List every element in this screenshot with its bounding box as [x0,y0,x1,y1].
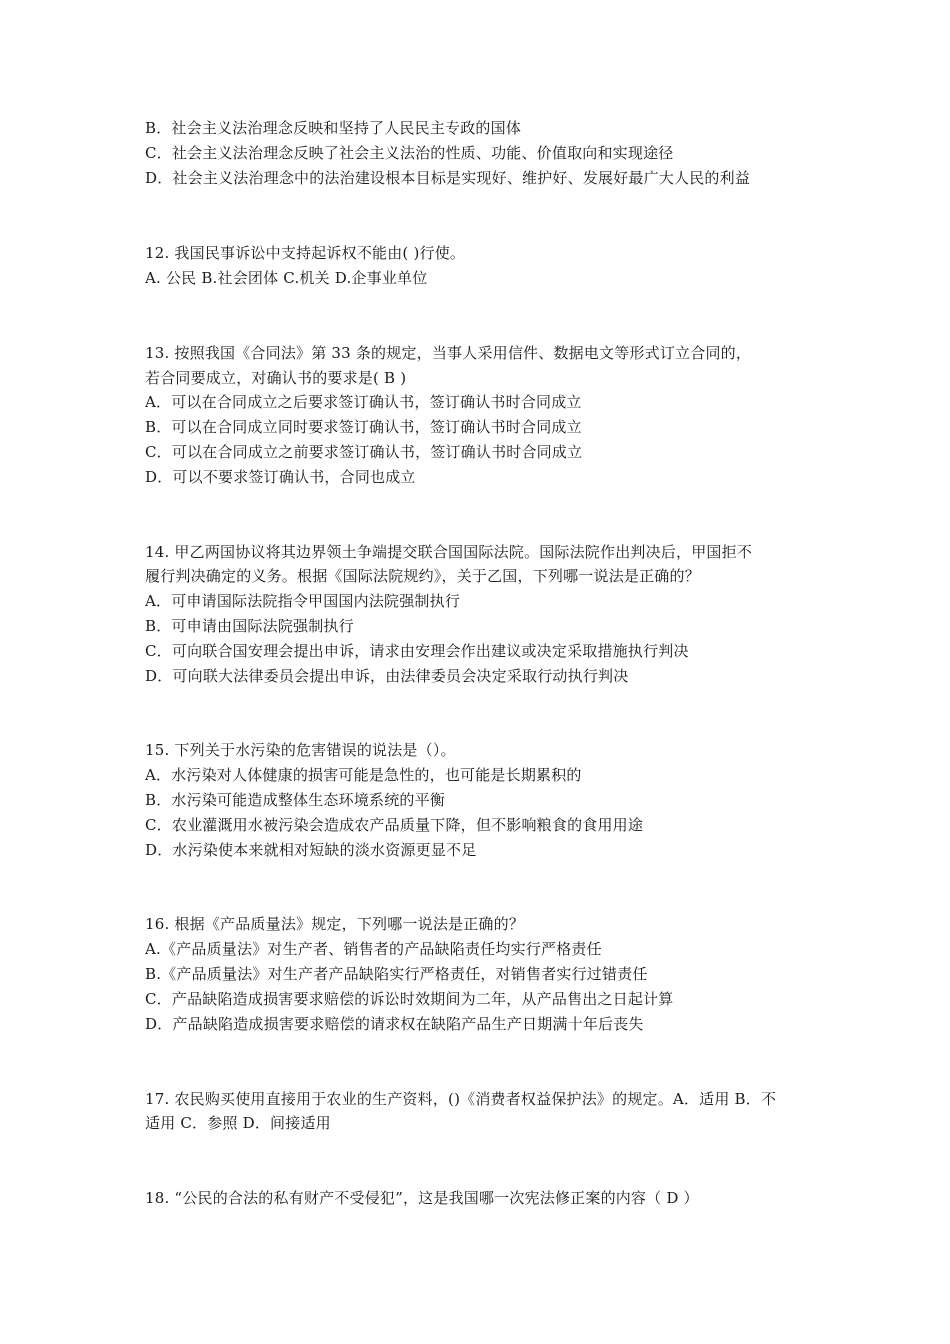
q11-option-c: C．社会主义法治理念反映了社会主义法治的性质、功能、价值取向和实现途径 [145,144,674,162]
q13-option-c: C．可以在合同成立之前要求签订确认书，签订确认书时合同成立 [145,443,583,461]
q16-stem: 16. 根据《产品质量法》规定，下列哪一说法是正确的？ [145,915,525,933]
q13-option-a: A．可以在合同成立之后要求签订确认书，签订确认书时合同成立 [145,393,582,411]
q17-stem-line-2: 适用 C．参照 D．间接适用 [145,1114,331,1132]
q11-option-b: B．社会主义法治理念反映和坚持了人民民主专政的国体 [145,119,522,137]
q13-option-d: D．可以不要求签订确认书，合同也成立 [145,468,416,486]
q13-stem-line-2: 若合同要成立，对确认书的要求是( B ) [145,369,407,387]
q14-option-c: C．可向联合国安理会提出申诉，请求由安理会作出建议或决定采取措施执行判决 [145,642,689,660]
q17-stem-line-1: 17. 农民购买使用直接用于农业的生产资料，()《消费者权益保护法》的规定。A．适用 B．不 [145,1090,777,1108]
q14-stem-line-2: 履行判决确定的义务。根据《国际法院规约》，关于乙国，下列哪一说法是正确的？ [145,567,700,585]
q16-option-c: C．产品缺陷造成损害要求赔偿的诉讼时效期间为二年，从产品售出之日起计算 [145,990,674,1008]
q14-option-a: A．可申请国际法院指令甲国国内法院强制执行 [145,592,461,610]
q14-option-b: B．可申请由国际法院强制执行 [145,617,354,635]
q12-stem: 12. 我国民事诉讼中支持起诉权不能由( )行使。 [145,244,466,262]
q14-option-d: D．可向联大法律委员会提出申诉，由法律委员会决定采取行动执行判决 [145,667,629,685]
q13-stem-line-1: 13. 按照我国《合同法》第 33 条的规定，当事人采用信件、数据电文等形式订立合同的， [145,344,752,362]
q15-option-c: C．农业灌溉用水被污染会造成农产品质量下降，但不影响粮食的食用用途 [145,816,644,834]
q15-stem: 15. 下列关于水污染的危害错误的说法是（）。 [145,741,456,759]
q15-option-b: B．水污染可能造成整体生态环境系统的平衡 [145,791,446,809]
q14-stem-line-1: 14. 甲乙两国协议将其边界领土争端提交联合国国际法院。国际法院作出判决后，甲国拒不 [145,543,753,561]
q16-option-b: B.《产品质量法》对生产者产品缺陷实行严格责任，对销售者实行过错责任 [145,965,648,983]
q15-option-a: A．水污染对人体健康的损害可能是急性的，也可能是长期累积的 [145,766,582,784]
q16-option-a: A.《产品质量法》对生产者、销售者的产品缺陷责任均实行严格责任 [145,940,602,958]
q12-options: A. 公民 B.社会团体 C.机关 D.企事业单位 [145,269,428,287]
q13-option-b: B．可以在合同成立同时要求签订确认书，签订确认书时合同成立 [145,418,582,436]
q16-option-d: D．产品缺陷造成损害要求赔偿的请求权在缺陷产品生产日期满十年后丧失 [145,1015,644,1033]
q15-option-d: D．水污染使本来就相对短缺的淡水资源更显不足 [145,841,477,859]
q18-stem: 18. “公民的合法的私有财产不受侵犯”，这是我国哪一次宪法修正案的内容（ D ） [145,1189,699,1207]
q11-option-d: D．社会主义法治理念中的法治建设根本目标是实现好、维护好、发展好最广大人民的利益 [145,169,751,187]
